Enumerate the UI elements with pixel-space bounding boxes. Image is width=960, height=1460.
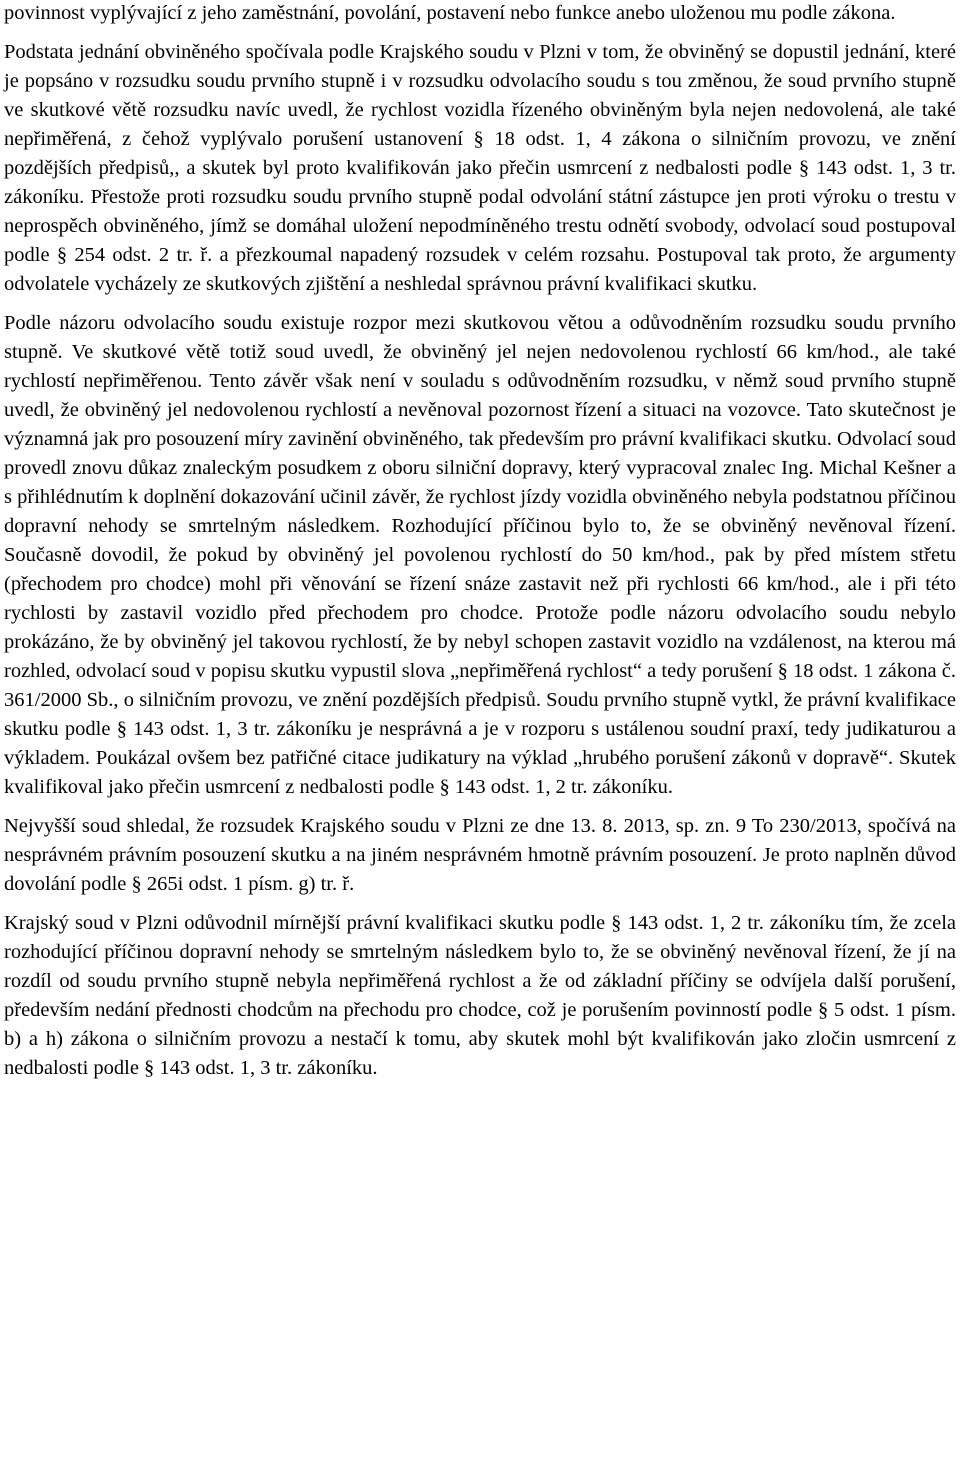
paragraph-milder-qualification: Krajský soud v Plzni odůvodnil mírnější právní kvalifikaci skutku podle § 143 odst. 1, 2 tr. zákoníku tím, že zcela rozhodující příčinou dopravní nehody se smrtelným následkem bylo to, že se obviněný nevěnoval řízení, že jí na rozdíl od soudu prvního stupně nebyla nepřiměřená rychlost a že od základní příčiny se odvíjela další porušení, především nedání přednosti chodcům na přechodu pro chodce, což je porušením povinností podle § 5 odst. 1 písm. b) a h) zákona o silničním provozu a nestačí k tomu, aby skutek mohl být kvalifikován jako zločin usmrcení z nedbalosti podle § 143 odst. 1, 3 tr. zákoníku. [4, 912, 956, 1079]
paragraph-continuation: povinnost vyplývající z jeho zaměstnání, povolání, postavení nebo funkce anebo uloženou mu podle zákona. [4, 2, 896, 24]
paragraph-regional-court-reasoning: Podstata jednání obviněného spočívala podle Krajského soudu v Plzni v tom, že obviněný se dopustil jednání, které je popsáno v rozsudku soudu prvního stupně i v rozsudku odvolacího soudu s tou změnou, že soud prvního stupně ve skutkové větě rozsudku navíc uvedl, že rychlost vozidla řízeného obviněným byla nejen nedovolená, ale také nepřiměřená, z čehož vyplývalo porušení ustanovení § 18 odst. 1, 4 zákona o silničním provozu, ve znění pozdějších předpisů,, a skutek byl proto kvalifikován jako přečin usmrcení z nedbalosti podle § 143 odst. 1, 3 tr. zákoníku. Přestože proti rozsudku soudu prvního stupně podal odvolání státní zástupce jen proti výroku o trestu v neprospěch obviněného, jímž se domáhal uložení nepodmíněného trestu odnětí svobody, odvolací soud postupoval podle § 254 odst. 2 tr. ř. a přezkoumal napadený rozsudek v celém rozsahu. Postupoval tak proto, že argumenty odvolatele vycházely ze skutkových zjištění a neshledal správnou právní kvalifikaci skutku. [4, 41, 956, 295]
paragraph-supreme-court-finding: Nejvyšší soud shledal, že rozsudek Krajského soudu v Plzni ze dne 13. 8. 2013, sp. zn. 9 To 230/2013, spočívá na nesprávném právním posouzení skutku a na jiném nesprávném hmotně právním posouzení. Je proto naplněn důvod dovolání podle § 265i odst. 1 písm. g) tr. ř. [4, 815, 956, 895]
document-page [4, 0, 956, 1093]
paragraph-appellate-court-opinion: Podle názoru odvolacího soudu existuje rozpor mezi skutkovou větou a odůvodněním rozsudku soudu prvního stupně. Ve skutkové větě totiž soud uvedl, že obviněný jel nejen nedovolenou rychlostí 66 km/hod., ale také rychlostí nepřiměřenou. Tento závěr však není v souladu s odůvodněním rozsudku, v němž soud prvního stupně uvedl, že obviněný jel nedovolenou rychlostí a nevěnoval pozornost řízení a situaci na vozovce. Tato skutečnost je významná jak pro posouzení míry zavinění obviněného, tak především pro právní kvalifikaci skutku. Odvolací soud provedl znovu důkaz znaleckým posudkem z oboru silniční dopravy, který vypracoval znalec Ing. Michal Kešner a s přihlédnutím k doplnění dokazování učinil závěr, že rychlost jízdy vozidla obviněného nebyla podstatnou příčinou dopravní nehody se smrtelným následkem. Rozhodující příčinou bylo to, že se obviněný nevěnoval řízení. Současně dovodil, že pokud by obviněný jel povolenou rychlostí do 50 km/hod., pak by před místem střetu (přechodem pro chodce) mohl při věnování se řízení snáze zastavit než při rychlosti 66 km/hod., ale i při této rychlosti by zastavil vozidlo před přechodem pro chodce. Protože podle názoru odvolacího soudu nebylo prokázáno, že by obviněný jel takovou rychlostí, že by nebyl schopen zastavit vozidlo na vzdálenost, na kterou má rozhled, odvolací soud v popisu skutku vypustil slova „nepřiměřená rychlost“ a tedy porušení § 18 odst. 1 zákona č. 361/2000 Sb., o silničním provozu, ve znění pozdějších předpisů. Soudu prvního stupně vytkl, že právní kvalifikace skutku podle § 143 odst. 1, 3 tr. zákoníku je nesprávná a je v rozporu s ustálenou soudní praxí, tedy judikaturou a výkladem. Poukázal ovšem bez patřičné citace judikatury na výklad „hrubého porušení zákonů v dopravě“. Skutek kvalifikoval jako přečin usmrcení z nedbalosti podle § 143 odst. 1, 2 tr. zákoníku. [4, 312, 956, 798]
